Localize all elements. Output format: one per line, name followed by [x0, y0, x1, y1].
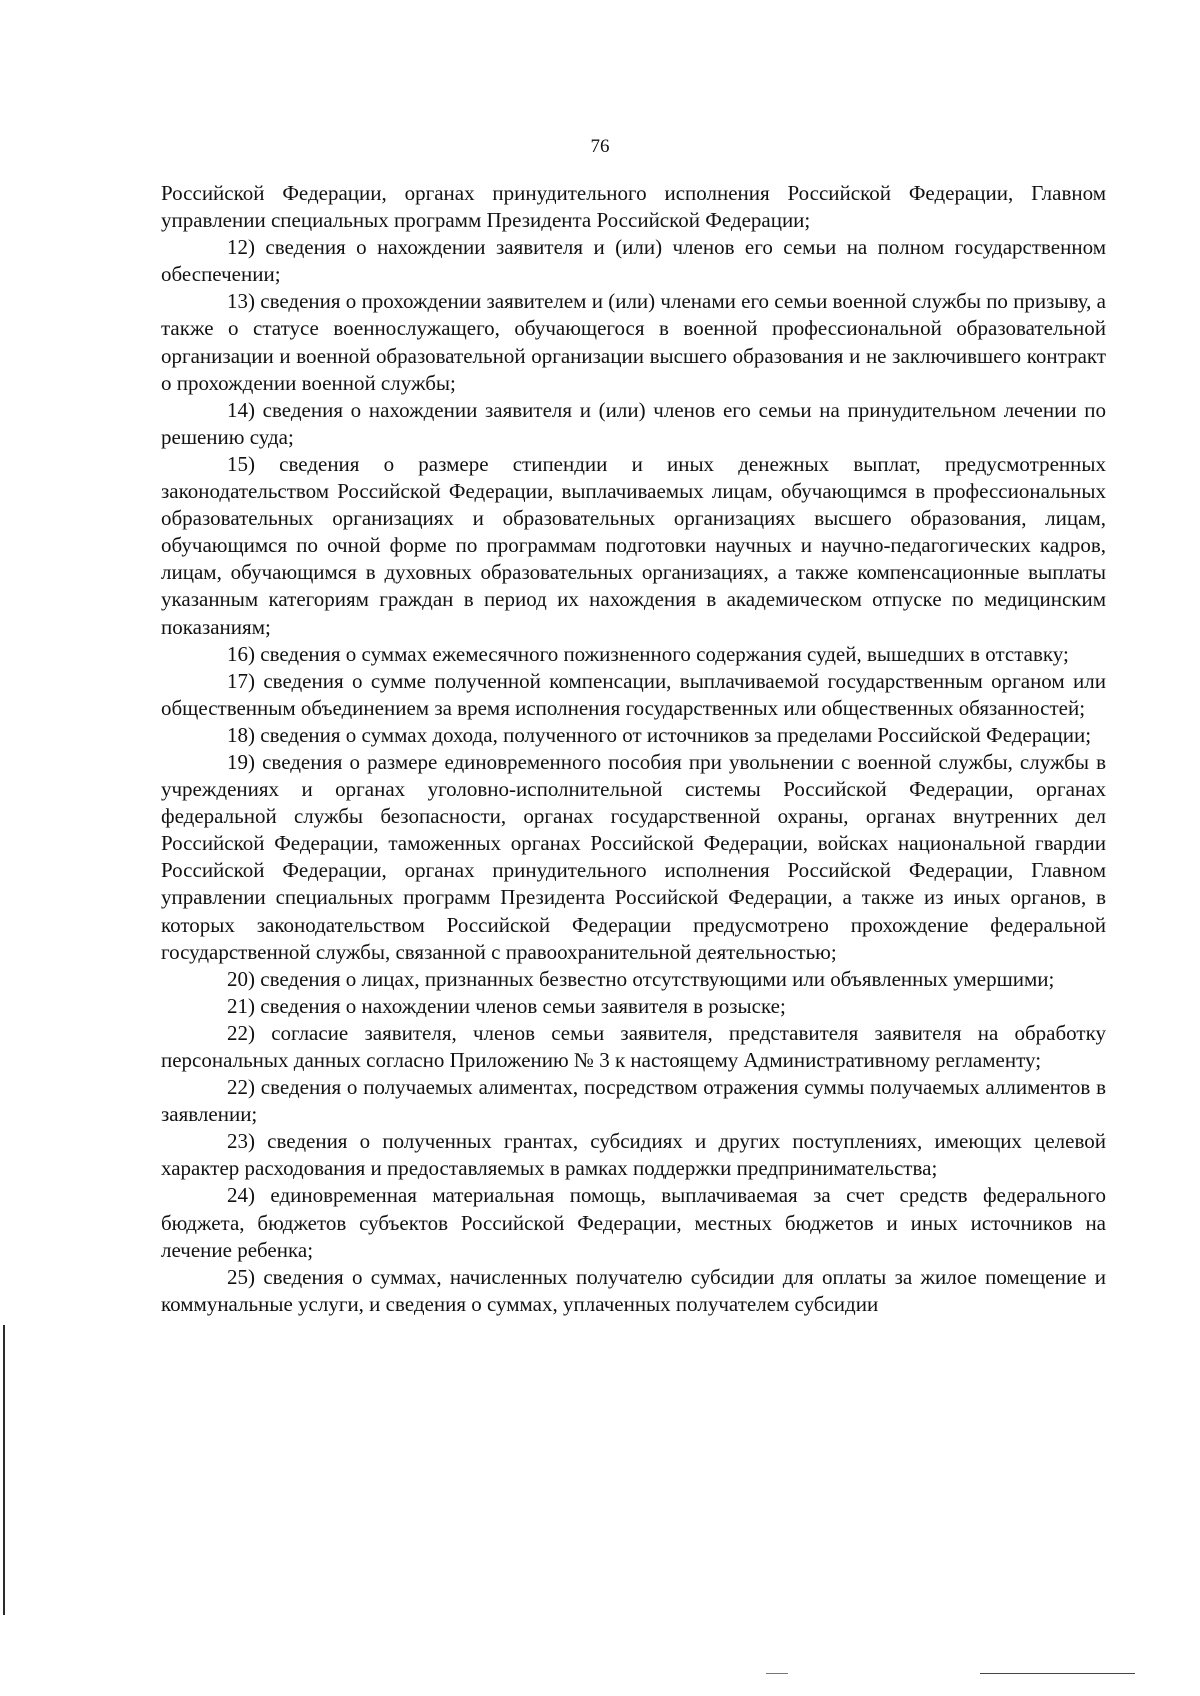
paragraph-item-16: 16) сведения о суммах ежемесячного пожизненного содержания судей, вышедших в отставку; [227, 641, 1069, 666]
paragraph-item-23: 23) сведения о полученных грантах, субсидиях и других поступлениях, имеющих целевой характер расходования и предоставляемых в рамках поддержки предпринимательства; [161, 1129, 1106, 1181]
paragraph-item-25: 25) сведения о суммах, начисленных получателю субсидии для оплаты за жилое помещение и коммунальные услуги, и сведения о суммах, уплаченных получателем субсидии [161, 1264, 1106, 1316]
paragraph-item-18: 18) сведения о суммах дохода, полученного от источников за пределами Российской Федерации; [227, 722, 1092, 747]
scan-margin-line [3, 1325, 5, 1615]
paragraph-item-13: 13) сведения о прохождении заявителем и (или) членами его семьи военной службы по призыву, а также о статусе военнослужащего, обучающегося в военной профессиональной образовательной организации и военной образовательной организации высшего образования и не заключившего контракт о прохождении военной службы; [161, 289, 1106, 395]
scan-bottom-line [980, 1673, 1135, 1674]
paragraph-item-15: 15) сведения о размере стипендии и иных денежных выплат, предусмотренных законодательством Российской Федерации, выплачиваемых лицам, обучающимся в профессиональных образовательных организациях и образовательных организациях высшего образования, лицам, обучающимся по очной форме по программам подготовки научных и научно-педагогических кадров, лицам, обучающимся в духовных образовательных организациях, а также компенсационные выплаты указанным категориям граждан в период их нахождения в академическом отпуске по медицинским показаниям; [161, 451, 1106, 639]
document-body [161, 180, 1106, 1318]
scan-bottom-dash [766, 1673, 788, 1674]
paragraph-item-21: 21) сведения о нахождении членов семьи заявителя в розыске; [227, 993, 786, 1018]
paragraph-continuation: Российской Федерации, органах принудительного исполнения Российской Федерации, Главном управлении специальных программ Президента Российской Федерации; [161, 181, 1106, 233]
paragraph-item-22-alimony: 22) сведения о получаемых алиментах, посредством отражения суммы получаемых аллиментов в заявлении; [161, 1075, 1106, 1127]
paragraph-item-22-consent: 22) согласие заявителя, членов семьи заявителя, представителя заявителя на обработку персональных данных согласно Приложению № 3 к настоящему Административному регламенту; [161, 1020, 1106, 1072]
paragraph-item-24: 24) единовременная материальная помощь, выплачиваемая за счет средств федерального бюджета, бюджетов субъектов Российской Федерации, местных бюджетов и иных источников на лечение ребенка; [161, 1183, 1106, 1262]
page-number: 76 [590, 136, 610, 157]
paragraph-item-20: 20) сведения о лицах, признанных безвестно отсутствующими или объявленных умершими; [227, 966, 1055, 991]
paragraph-item-14: 14) сведения о нахождении заявителя и (или) членов его семьи на принудительном лечении по решению суда; [161, 397, 1106, 449]
paragraph-item-19: 19) сведения о размере единовременного пособия при увольнении с военной службы, службы в учреждениях и органах уголовно-исполнительной системы Российской Федерации, органах федеральной службы безопасности, органах государственной охраны, органах внутренних дел Российской Федерации, таможенных органах Российской Федерации, войсках национальной гвардии Российской Федерации, органах принудительного исполнения Российской Федерации, Главном управлении специальных программ Президента Российской Федерации, а также из иных органов, в которых законодательством Российской Федерации предусмотрено прохождение федеральной государственной службы, связанной с правоохранительной деятельностью; [161, 749, 1106, 964]
paragraph-item-12: 12) сведения о нахождении заявителя и (или) членов его семьи на полном государственном обеспечении; [161, 235, 1106, 287]
paragraph-item-17: 17) сведения о сумме полученной компенсации, выплачиваемой государственным органом или общественным объединением за время исполнения государственных или общественных обязанностей; [161, 668, 1106, 720]
